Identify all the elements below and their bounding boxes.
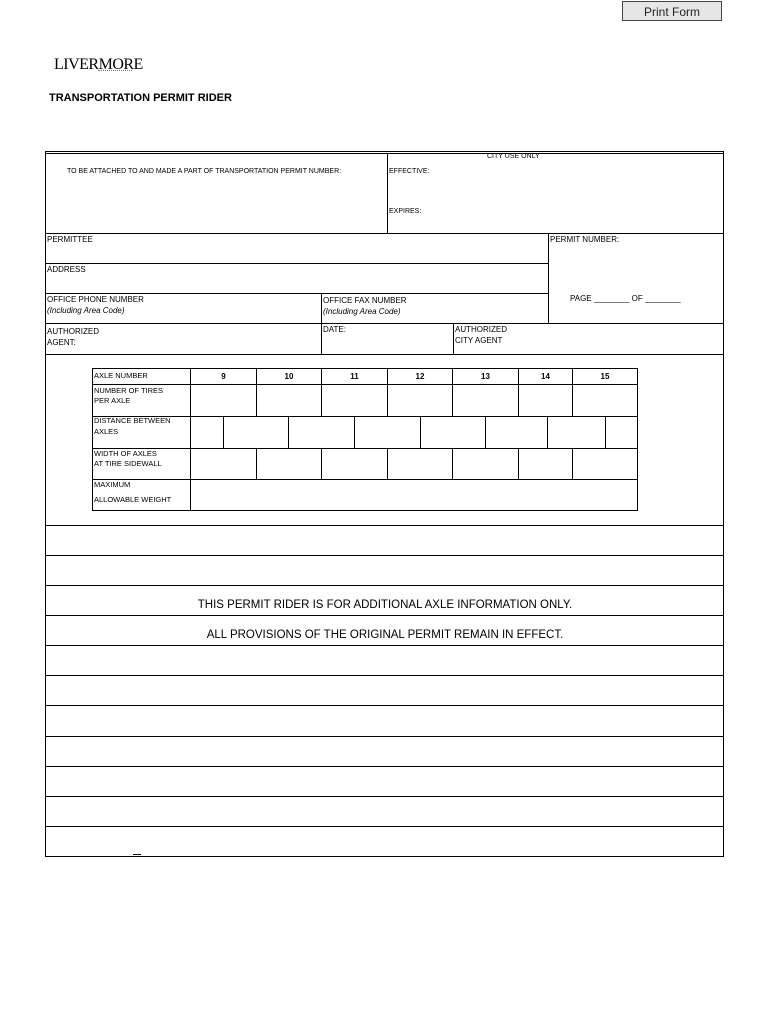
axle-12-header: 12 [415,372,425,381]
page-of-label: PAGE ________ OF ________ [570,294,681,303]
office-phone-sublabel: (Including Area Code) [47,306,125,315]
tires-per-axle-label: NUMBER OF TIRES [94,386,164,395]
expires-label: EXPIRES: [389,208,422,215]
office-fax-label: OFFICE FAX NUMBER [323,296,407,305]
date-label: DATE: [323,325,346,334]
distance-label-2: AXLES [94,427,119,436]
axle-15-header: 15 [600,372,610,381]
city-use-only-label: CITY USE ONLY [487,153,540,160]
logo-tagline [98,70,132,73]
axle-11-header: 11 [350,372,359,381]
notice-provisions: ALL PROVISIONS OF THE ORIGINAL PERMIT REMAIN IN EFFECT. [206,629,564,641]
livermore-logo: LIVERMORE [54,56,143,73]
axle-number-header: AXLE NUMBER [94,371,148,380]
office-fax-sublabel: (Including Area Code) [323,307,401,316]
permit-number-label: PERMIT NUMBER: [550,235,620,244]
office-phone-label: OFFICE PHONE NUMBER [47,295,144,304]
authorized-agent-label-2: AGENT: [47,338,76,347]
effective-label: EFFECTIVE: [389,168,430,175]
page-title: TRANSPORTATION PERMIT RIDER [49,92,232,104]
axle-10-header: 10 [284,372,294,381]
authorized-agent-label: AUTHORIZED [47,327,99,336]
attach-text: TO BE ATTACHED TO AND MADE A PART OF TRANSPORTATION PERMIT NUMBER: [67,168,342,175]
tires-per-axle-label-2: PER AXLE [94,396,131,405]
width-label-2: AT TIRE SIDEWALL [94,459,162,468]
distance-label: DISTANCE BETWEEN [94,416,171,425]
max-weight-label-2: ALLOWABLE WEIGHT [94,495,172,504]
axle-13-header: 13 [481,372,490,381]
notice-axle-info: THIS PERMIT RIDER IS FOR ADDITIONAL AXLE INFORMATION ONLY. [197,599,573,611]
print-form-button[interactable]: Print Form [622,1,722,21]
axle-14-header: 14 [541,372,550,381]
max-weight-label: MAXIMUM [94,480,131,489]
permittee-label: PERMITTEE [47,235,93,244]
city-agent-label: AUTHORIZED [455,325,507,334]
width-label: WIDTH OF AXLES [94,449,157,458]
address-label: ADDRESS [47,265,86,274]
city-agent-label-2: CITY AGENT [455,336,503,345]
axle-9-header: 9 [221,372,226,381]
